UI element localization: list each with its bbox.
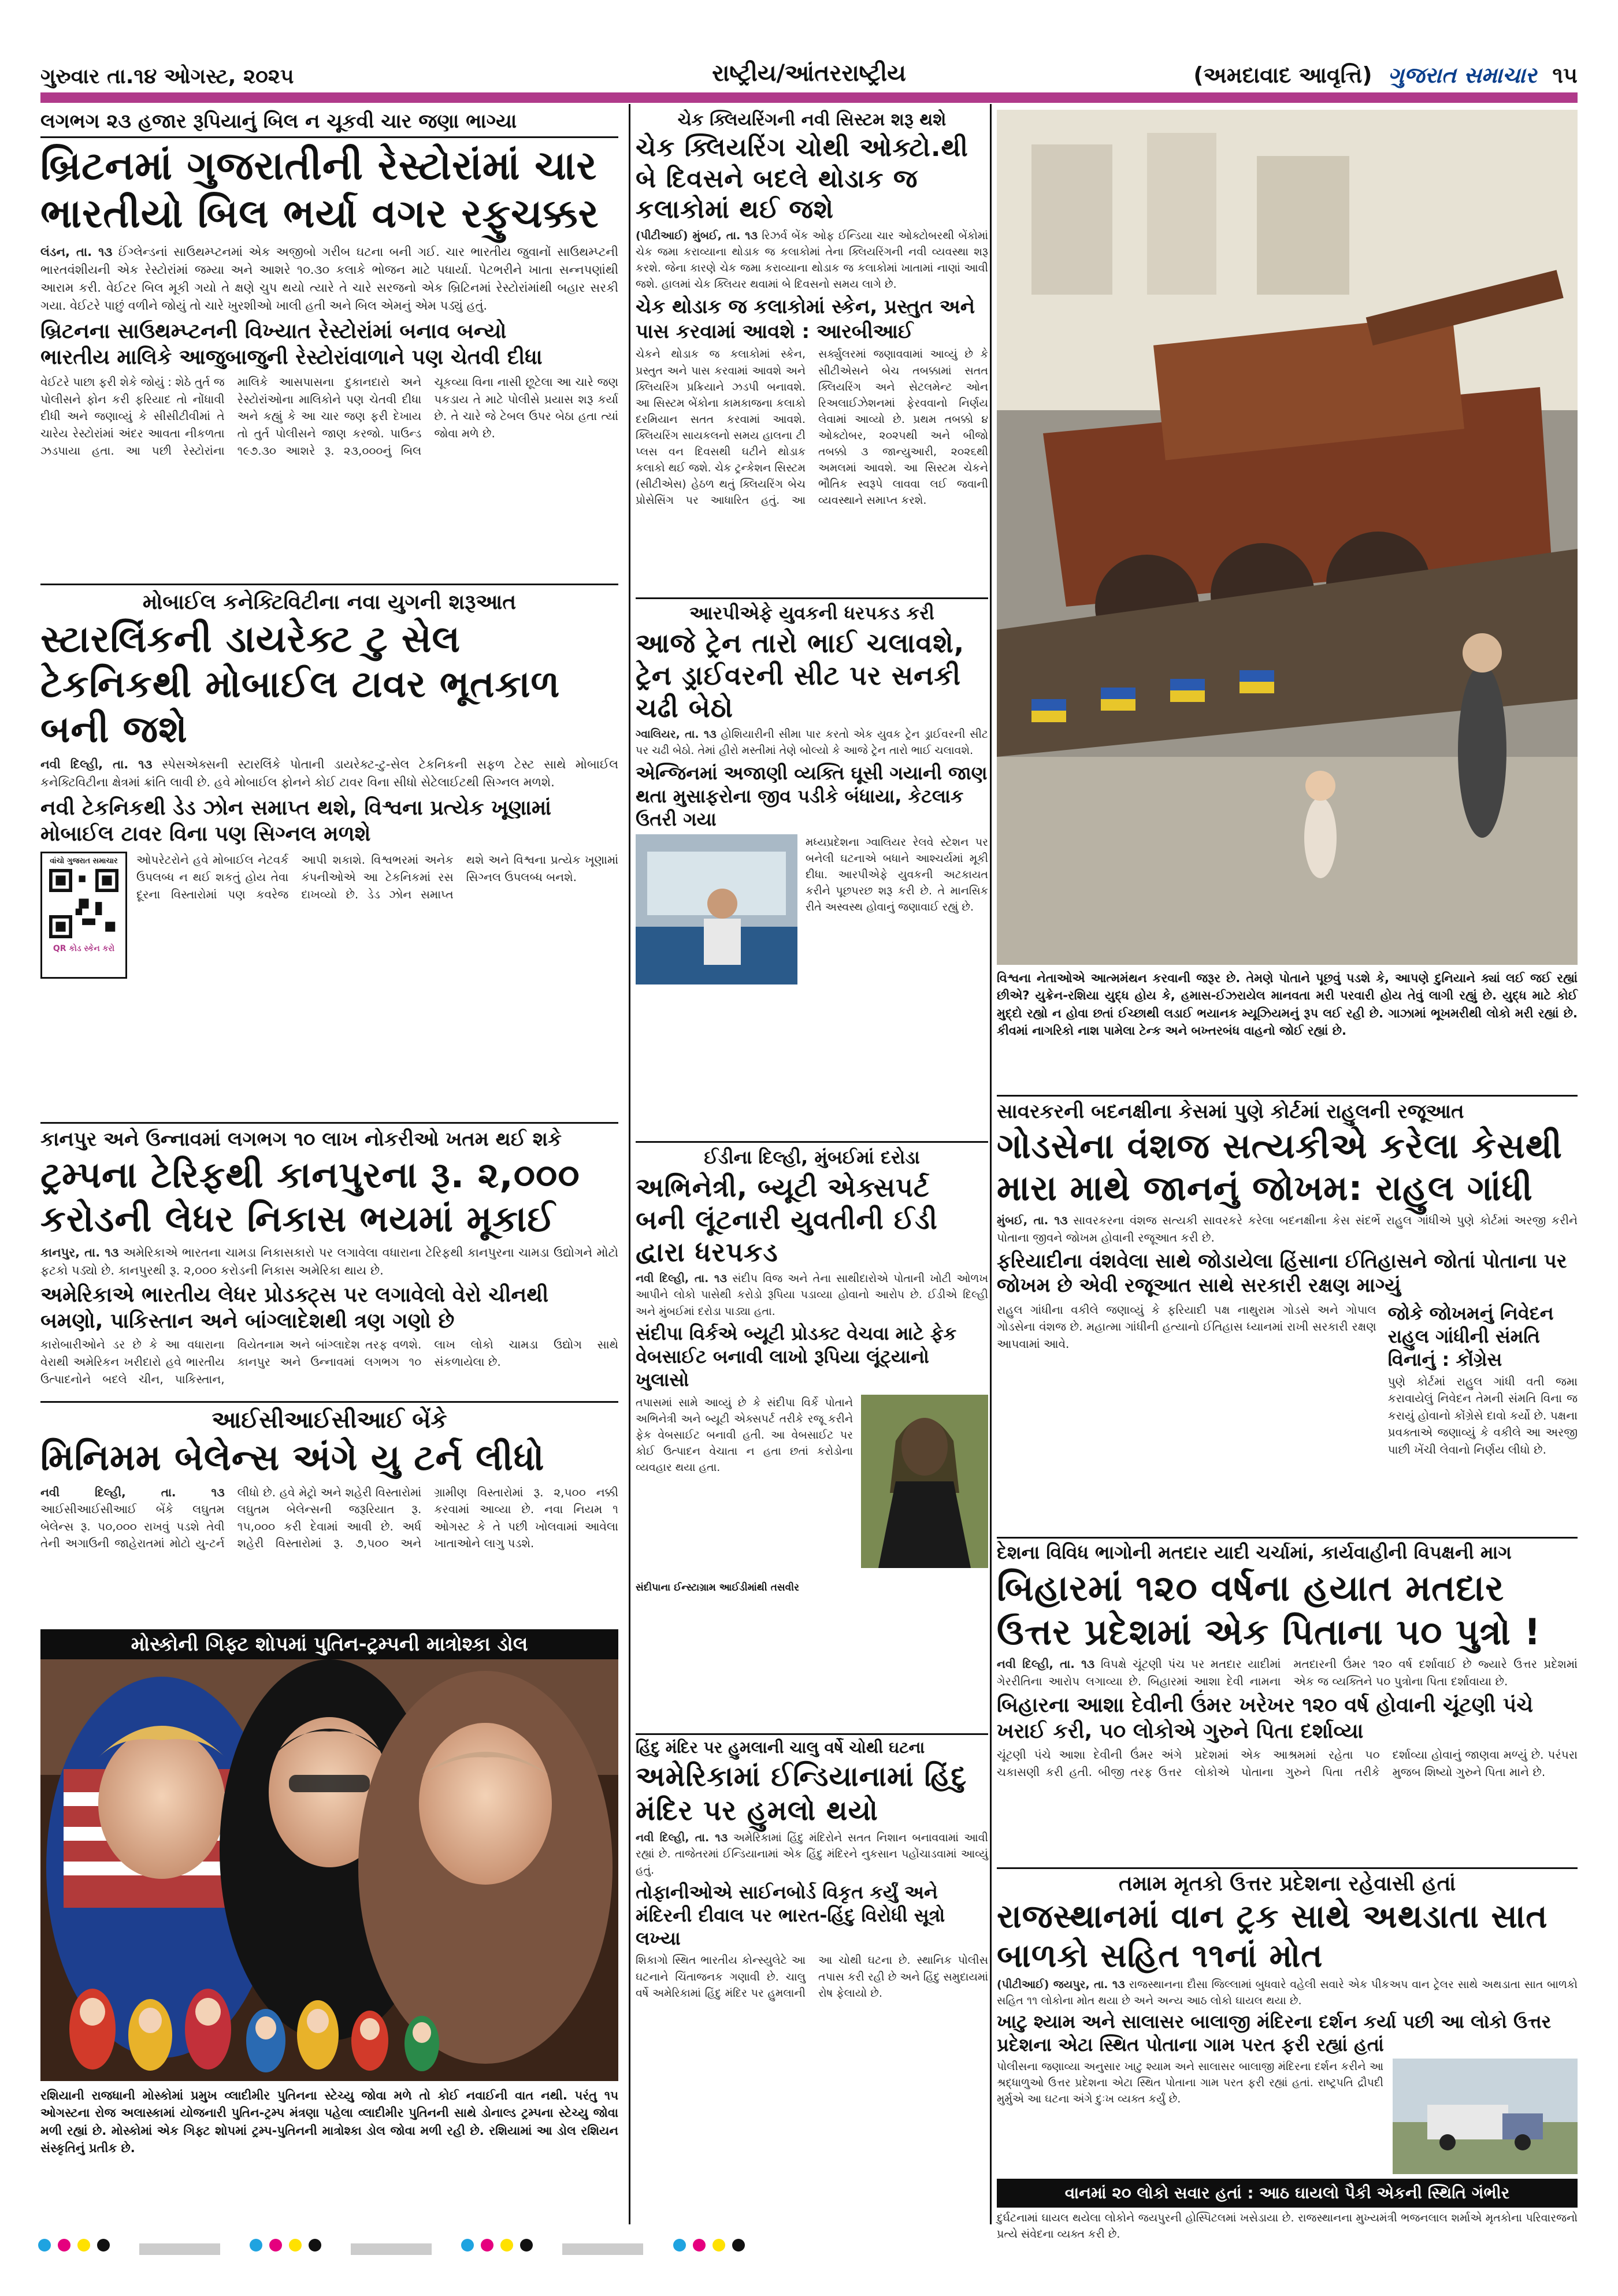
magenta-dot-icon <box>58 2239 70 2252</box>
clearing-dateline: (પીટીઆઈ) મુંબઈ, તા. ૧૩ <box>636 229 758 243</box>
cyan-dot-icon <box>461 2239 474 2252</box>
kanpur-dateline: કાનપુર, તા. ૧૩ <box>40 1246 119 1260</box>
article-icici <box>40 1407 618 1623</box>
article-starlink <box>40 590 618 1121</box>
matryoshka-title: મોસ્કોની ગિફ્ટ શોપમાં પુતિન-ટ્રમ્પની માત્રોશ્કા ડોલ <box>40 1629 618 1659</box>
clearing-sub: ચેક થોડાક જ કલાકોમાં સ્કેન, પ્રસ્તુત અને પાસ કરવામાં આવશે : આરબીઆઈ <box>636 295 975 343</box>
section-title: રાષ્ટ્રીય/આંતરરાષ્ટ્રીય <box>712 60 906 87</box>
article-temple <box>636 1738 988 2223</box>
rahul-body2: રાહુલ ગાંધીના વકીલે જણાવ્યું કે ફરિયાદી પક્ષ નાથુરામ ગોડસે અને ગોપાલ ગોડસેના વંશજ છે. મહાત્મા ગાંધીની હત્યાનો ઈતિહાસ ધ્યાનમાં રાખી સરકારી રક્ષણ આપવામાં આવે. <box>997 1302 1376 1351</box>
clearing-kicker: ચેક ક્લિયરિંગની નવી સિસ્ટમ શરૂ થશે <box>677 110 947 130</box>
yellow-dot-icon <box>77 2239 90 2252</box>
starlink-body2: ઓપરેટરોને હવે મોબાઈલ નેટવર્ક ઉપલબ્ધ ન થઈ શકતું હોય તેવા દૂરના વિસ્તારોમાં પણ કવરેજ આપી શકાશે. વિશ્વભરમાં અનેક કંપનીઓએ આ ટેકનિકમાં રસ દાખવ્યો છે. ડેડ ઝોન સમાપ્ત થશે અને વિશ્વના પ્રત્યેક ખૂણામાં સિગ્નલ ઉપલબ્ધ બનશે. <box>136 853 618 901</box>
matryoshka-caption: રશિયાની રાજધાની મોસ્કોમાં પ્રમુખ વ્લાદીમીર પુતિનના સ્ટેચ્યુ જોવા મળે તો કોઈ નવાઈની વાત નથી. પરંતુ ૧૫ ઓગસ્ટના રોજ અલાસ્કામાં યોજનારી પુતિન-ટ્રમ્પ મંત્રણા પહેલા વ્લાદીમીર પુતિનની સાથે ડોનાલ્ડ ટ્રમ્પના સ્ટેચ્યુ જોવા મળી રહ્યાં છે. મોસ્કોમાં એક ગિફ્ટ શોપમાં ટ્રમ્પ-પુતિનની માત્રોશ્કા ડોલ જોવા મળી રહી છે. રશિયામાં આ ડોલ રશિયન સંસ્કૃતિનું પ્રતીક છે. <box>40 2089 618 2156</box>
destroyed-tank-illustration <box>997 110 1578 965</box>
train-headline: આજે ટ્રેન તારો ભાઈ ચલાવશે, ટ્રેન ડ્રાઈવરની સીટ પર સનકી ચઢી બેઠો <box>636 627 965 724</box>
train-kicker: આરપીએફે યુવકની ધરપકડ કરી <box>689 602 934 624</box>
divider <box>636 1733 988 1735</box>
rahul-body3: પુણે કોર્ટમાં રાહુલ ગાંધી વતી જમા કરાવાયેલું નિવેદન તેમની સંમતિ વિના જ કરાયું હોવાનો કોંગ્રેસે દાવો કર્યો છે. પક્ષના પ્રવક્તાએ જણાવ્યું કે વકીલે આ અરજી પાછી ખેંચી લેવાનો નિર્ણય લીધો છે. <box>1387 1374 1578 1457</box>
kanpur-body: અમેરિકાએ ભારતના ચામડા નિકાસકારો પર લગાવેલા વધારાના ટેરિફથી કાનપુરના ચામડા ઉદ્યોગને મોટો ફટકો પડ્યો છે. કાનપુરથી રૂ. ૨,૦૦૦ કરોડની નિકાસ અમેરિકા થાય છે. <box>40 1246 618 1278</box>
column-rule <box>629 104 630 2224</box>
temple-dateline: નવી દિલ્હી, તા. ૧૩ <box>636 1831 728 1845</box>
black-dot-icon <box>520 2239 533 2252</box>
ed-body: સંદીપ વિજ અને તેના સાથીદારોએ પોતાની ખોટી ઓળખ આપીને લોકો પાસેથી કરોડો રૂપિયા પડાવ્યા હોવાનો આરોપ છે. ઈડીએ દિલ્હી અને મુંબઈમાં દરોડા પાડ્યા હતા. <box>636 1272 988 1318</box>
black-dot-icon <box>309 2239 321 2252</box>
rajasthan-kicker: તમામ મૃતકો ઉત્તર પ્રદેશના રહેવાસી હતાં <box>1118 1872 1456 1896</box>
divider <box>997 1095 1578 1097</box>
black-dot-icon <box>97 2239 110 2252</box>
ed-kicker: ઈડીના દિલ્હી, મુંબઈમાં દરોડા <box>704 1146 920 1168</box>
rajasthan-body3: દુર્ઘટનામાં ઘાયલ થયેલા લોકોને જયપુરની હોસ્પિટલમાં ખસેડાયા છે. રાજસ્થાનના મુખ્યમંત્રી ભજનલાલ શર્માએ મૃતકોના પરિવારજનો પ્રત્યે સંવેદના વ્યક્ત કરી છે. <box>997 2211 1578 2241</box>
masthead-right <box>1193 62 1578 88</box>
ukraine-photo <box>997 110 1578 965</box>
cyan-dot-icon <box>673 2239 686 2252</box>
column-rule <box>990 104 992 2224</box>
rahul-body: સાવરકરના વંશજ સત્યકી સાવરકરે કરેલા બદનક્ષીના કેસ સંદર્ભે રાહુલ ગાંધીએ પુણે કોર્ટમાં અરજી કરીને પોતાના જીવને જોખમ હોવાની રજૂઆત કરી છે. <box>997 1213 1578 1244</box>
matryoshka-photo <box>40 1659 618 2081</box>
black-dot-icon <box>732 2239 745 2252</box>
rajasthan-body: રાજસ્થાનના દૌસા જિલ્લામાં બુધવારે વહેલી સવારે એક પીકઅપ વાન ટ્રેલર સાથે અથડાતા સાત બાળકો સહિત ૧૧ લોકોના મોત થયા છે અને અન્ય આઠ લોકો ઘાયલ થયા છે. <box>997 1978 1578 2007</box>
cyan-dot-icon <box>250 2239 262 2252</box>
train-dateline: ગ્વાલિયર, તા. ૧૩ <box>636 728 717 741</box>
starlink-kicker: મોબાઈલ કનેક્ટિવિટીના નવા યુગની શરૂઆત <box>142 590 517 614</box>
article-ed <box>636 1146 988 1643</box>
ed-photo <box>861 1395 988 1568</box>
starlink-sub: નવી ટેકનિકથી ડેડ ઝોન સમાપ્ત થશે, વિશ્વના પ્રત્યેક ખૂણામાં મોબાઈલ ટાવર વિના પણ સિગ્નલ મળશે <box>40 796 552 846</box>
woman-portrait-illustration <box>861 1395 988 1568</box>
kanpur-kicker: કાનપુર અને ઉન્નાવમાં લગભગ ૧૦ લાખ નોકરીઓ ખતમ થઈ શકે <box>40 1128 562 1151</box>
temple-body2: શિકાગો સ્થિત ભારતીય કોન્સ્યુલેટે આ ઘટનાને ચિંતાજનક ગણાવી છે. ચાલુ વર્ષે અમેરિકામાં હિંદુ મંદિર પર હુમલાની આ ચોથી ઘટના છે. સ્થાનિક પોલીસ તપાસ કરી રહી છે અને હિંદુ સમુદાયમાં રોષ ફેલાયો છે. <box>636 1954 988 2000</box>
magenta-dot-icon <box>481 2239 493 2252</box>
grey-bar <box>562 2243 643 2255</box>
bihar-headline: બિહારમાં ૧૨૦ વર્ષના હયાત મતદાર ઉત્તર પ્રદેશમાં એક પિતાના ૫૦ પુત્રો ! <box>997 1567 1541 1653</box>
divider <box>997 1537 1578 1539</box>
divider <box>636 597 988 599</box>
temple-headline: અમેરિકામાં ઈન્ડિયાનામાં હિંદુ મંદિર પર હુમલો થયો <box>636 1760 967 1827</box>
article-rahul <box>997 1100 1578 1533</box>
bihar-body2: ચૂંટણી પંચે આશા દેવીની ઉંમર અંગે ચકાસણી કરી હતી. બીજી તરફ ઉત્તર પ્રદેશમાં એક આશ્રમમાં રહેતા ૫૦ લોકોએ પોતાના ગુરુને પિતા તરીકે દર્શાવ્યા હોવાનું જાણવા મળ્યું છે. પરંપરા મુજબ શિષ્યો ગુરુને પિતા માને છે. <box>997 1748 1578 1779</box>
rajasthan-body2: પોલીસના જણાવ્યા અનુસાર ખાટુ શ્યામ અને સાલાસર બાલાજી મંદિરના દર્શન કરીને આ શ્રદ્ધાળુઓ ઉત્તર પ્રદેશના એટા સ્થિત પોતાના ગામ પરત ફરી રહ્યાં હતાં. રાષ્ટ્રપતિ દ્રૌપદી મુર્મુએ આ ઘટના અંગે દુઃખ વ્યક્ત કર્યું છે. <box>997 2060 1383 2106</box>
britain-headline: બ્રિટનમાં ગુજરાતીની રેસ્ટોરાંમાં ચાર ભારતીયો બિલ ભર્યા વગર રફુચક્કર <box>40 143 599 237</box>
bihar-kicker: દેશના વિવિધ ભાગોની મતદાર યાદી ચર્ચામાં, કાર્યવાહીની વિપક્ષની માગ <box>997 1541 1512 1563</box>
rajasthan-photo <box>1393 2059 1578 2174</box>
icici-kicker: આઈસીઆઈસીઆઈ બેંકે <box>211 1407 447 1433</box>
article-britain <box>40 110 618 584</box>
rajasthan-sub: ખાટુ શ્યામ અને સાલાસર બાલાજી મંદિરના દર્શન કર્યા પછી આ લોકો ઉત્તર પ્રદેશના એટા સ્થિત પોતાના ગામ પરત ફરી રહ્યાં હતાં <box>997 2010 1552 2056</box>
yellow-dot-icon <box>712 2239 725 2252</box>
rajasthan-headline: રાજસ્થાનમાં વાન ટ્રક સાથે અથડાતા સાત બાળકો સહિત ૧૧નાં મોત <box>997 1898 1548 1975</box>
temple-sub: તોફાનીઓએ સાઈનબોર્ડ વિકૃત કર્યું અને મંદિરની દીવાલ પર ભારત-હિંદુ વિરોધી સૂત્રો લખ્યા <box>636 1881 945 1950</box>
bihar-dateline: નવી દિલ્હી, તા. ૧૩ <box>997 1657 1095 1671</box>
magenta-dot-icon <box>693 2239 706 2252</box>
clearing-body: રિઝર્વ બેંક ઓફ ઈન્ડિયા ચાર ઓક્ટોબરથી બેંકોમાં ચેક જમા કરાવ્યાના થોડાક જ કલાકોમાં તેના ક્લિયરિંગની નવી વ્યવસ્થા શરૂ કરશે. જેના કારણે ચેક જમા કરાવ્યાના થોડાક જ કલાકોમાં ખાતામાં નાણાં આવી જશે. હાલમાં ચેક ક્લિયર થવામાં બે દિવસનો સમય લાગે છે. <box>636 229 988 291</box>
brand-name: ગુજરાત સમાચાર <box>1387 62 1537 88</box>
divider <box>40 584 618 585</box>
page-number: ૧૫ <box>1552 62 1578 88</box>
rahul-kicker: સાવરકરની બદનક્ષીના કેસમાં પુણે કોર્ટમાં રાહુલની રજૂઆત <box>997 1100 1464 1123</box>
qr-code-icon <box>49 869 118 938</box>
britain-sub: બ્રિટનના સાઉથમ્પ્ટનની વિખ્યાત રેસ્ટોરાંમાં બનાવ બન્યો <box>40 319 507 344</box>
rahul-headline: ગોડસેના વંશજ સત્યકીએ કરેલા કેસથી મારા માથે જાનનું જોખમ: રાહુલ ગાંધી <box>997 1126 1563 1209</box>
qr-text: QR કોડ સ્કેન કરો <box>53 944 115 954</box>
kanpur-sub: અમેરિકાએ ભારતીય લેધર પ્રોડક્ટ્સ પર લગાવેલો વેરો ચીનથી બમણો, પાકિસ્તાન અને બાંગ્લાદેશથી ત્રણ ગણો છે <box>40 1283 549 1333</box>
yellow-dot-icon <box>500 2239 513 2252</box>
icici-dateline: નવી દિલ્હી, તા. ૧૩ <box>40 1485 225 1499</box>
starlink-body: સ્પેસએક્સની સ્ટારલિંકે પોતાની ડાયરેક્ટ-ટુ-સેલ ટેકનિકની સફળ ટેસ્ટ સાથે મોબાઈલ કનેક્ટિવિટીના ક્ષેત્રમાં ક્રાંતિ લાવી છે. હવે મોબાઈલ ફોનને કોઈ ટાવર વિના સીધો સેટેલાઈટથી સિગ્નલ મળશે. <box>40 757 618 790</box>
yellow-dot-icon <box>289 2239 302 2252</box>
divider <box>636 1141 988 1143</box>
train-cabin-illustration <box>636 834 797 984</box>
clearing-body2: ચેકને થોડાક જ કલાકોમાં સ્કેન, પ્રસ્તુત અને પાસ કરવામાં આવશે અને ક્લિયરિંગ પ્રક્રિયાને ઝડપી બનાવશે. આ સિસ્ટમ બેંકોના કામકાજના કલાકો દરમિયાન સતત કરવામાં આવશે. ક્લિયરિંગ સાયકલનો સમય હાલના ટી પ્લસ વન દિવસથી ઘટીને થોડાક કલાકો થઈ જશે. ચેક ટ્રન્કેશન સિસ્ટમ (સીટીએસ) હેઠળ થતું ક્લિયરિંગ બેચ પ્રોસેસિંગ પર આધારિત હતું. આ સર્ક્યુલરમાં જણાવવામાં આવ્યું છે કે સીટીએસને બેચ તબક્કામાં સતત ક્લિયરિંગ અને સેટલમેન્ટ ઓન રિઅલાઈઝેશનમાં ફેરવવાનો નિર્ણય લેવામાં આવ્યો છે. પ્રથમ તબક્કો ૪ ઓક્ટોબર, ૨૦૨૫થી અને બીજો તબક્કો ૩ જાન્યુઆરી, ૨૦૨૬થી અમલમાં આવશે. આ સિસ્ટમ ચેકને ભૌતિક સ્વરૂપે લાવવા લઈ જવાની વ્યવસ્થાને સમાપ્ત કરશે. <box>636 348 988 507</box>
temple-body: અમેરિકામાં હિંદુ મંદિરોને સતત નિશાન બનાવવામાં આવી રહ્યાં છે. તાજેતરમાં ઈન્ડિયાનામાં એક હિંદુ મંદિરને નુકસાન પહોંચાડવામાં આવ્યું હતું. <box>636 1831 988 1877</box>
ed-headline: અભિનેત્રી, બ્યૂટી એક્સપર્ટ બની લૂંટનારી યુવતીની ઈડી દ્વારા ધરપકડ <box>636 1172 938 1268</box>
train-photo <box>636 834 797 984</box>
magenta-dot-icon <box>269 2239 282 2252</box>
ukraine-caption: વિશ્વના નેતાઓએ આત્મમંથન કરવાની જરૂર છે. તેમણે પોતાને પૂછવું પડશે કે, આપણે દુનિયાને ક્યાં લઈ જઈ રહ્યાં છીએ? યુક્રેન-રશિયા યુદ્ધ હોય કે, હમાસ-ઈઝરાયેલ માનવતા મરી પરવારી હોય તેવું લાગી રહ્યું છે. યુદ્ધ માટે કોઈ મુદ્દો રહ્યો ન હોવા છતાં ઈચ્છાથી લડાઈ ભયાનક મ્યૂઝિયમનું રૂપ લઈ રહી છે. ગાઝામાં ભૂખમરીથી લોકો મરી રહ્યાં છે. કીવમાં નાગરિકો નાશ પામેલા ટેન્ક અને બખ્તરબંધ વાહનો જોઈ રહ્યાં છે. <box>997 971 1578 1038</box>
temple-kicker: હિંદુ મંદિર પર હુમલાની ચાલુ વર્ષે ચોથી ઘટના <box>636 1738 925 1757</box>
rahul-sub1: ફરિયાદીના વંશવેલા સાથે જોડાયેલા હિંસાના ઈતિહાસને જોતાં પોતાના પર જોખમ છે એવી રજૂઆત સાથે સરકારી રક્ષણ માગ્યું <box>997 1249 1567 1298</box>
kanpur-headline: ટ્રમ્પના ટેરિફથી કાનપુરના રૂ. ૨,૦૦૦ કરોડની લેધર નિકાસ ભયમાં મૂકાઈ <box>40 1154 580 1240</box>
matryoshka-illustration <box>40 1659 618 2081</box>
britain-kicker: લગભગ ૨૩ હજાર રૂપિયાનું બિલ ન ચૂકવી ચાર જણા ભાગ્યા <box>40 110 517 133</box>
article-bihar <box>997 1541 1578 1865</box>
rajasthan-dateline: (પીટીઆઈ) જયપુર, તા. ૧૩ <box>997 1978 1125 1991</box>
starlink-dateline: નવી દિલ્હી, તા. ૧૩ <box>40 757 153 772</box>
grey-bar <box>351 2243 432 2255</box>
kanpur-body2: કારોબારીઓને ડર છે કે આ વધારાના વેરાથી અમેરિકન ખરીદારો હવે ભારતીય ઉત્પાદનોને બદલે ચીન, પાકિસ્તાન, વિયેતનામ અને બાંગ્લાદેશ તરફ વળશે. કાનપુર અને ઉન્નાવમાં લગભગ ૧૦ લાખ લોકો ચામડા ઉદ્યોગ સાથે સંકળાયેલા છે. <box>40 1338 618 1386</box>
ed-sub: સંદીપા વિર્કએ બ્યૂટી પ્રોડક્ટ વેચવા માટે ફેક વેબસાઈટ બનાવી લાખો રૂપિયા લૂંટ્યાનો ખુલાસો <box>636 1322 957 1391</box>
divider <box>997 1867 1578 1869</box>
article-rajasthan <box>997 1872 1578 2241</box>
bihar-sub: બિહારના આશા દેવીની ઉંમર ખરેખર ૧૨૦ વર્ષ હોવાની ચૂંટણી પંચે ખરાઈ કરી, ૫૦ લોકોએ ગુરુને પિતા દર્શાવ્યા <box>997 1693 1534 1744</box>
ed-photo-caption: સંદીપાના ઈન્સ્ટાગ્રામ આઈડીમાંથી તસવીર <box>636 1581 799 1593</box>
rajasthan-box-title: વાનમાં ૨૦ લોકો સવાર હતાં : આઠ ઘાયલો પૈકી એકની સ્થિતિ ગંભીર <box>997 2179 1578 2208</box>
train-body: હોશિયારીની સીમા પાર કરતો એક યુવક ટ્રેન ડ્રાઈવરની સીટ પર ચઢી બેઠો. તેમાં હીરો મસ્તીમાં તેણે બોલ્યો કે આજે ટ્રેન તારો ભાઈ ચલાવશે. <box>636 728 988 757</box>
ed-dateline: નવી દિલ્હી, તા. ૧૩ <box>636 1272 727 1286</box>
clearing-headline: ચેક ક્લિયરિંગ ચોથી ઓક્ટો.થી બે દિવસને બદલે થોડાક જ કલાકોમાં થઈ જશે <box>636 133 968 225</box>
starlink-headline: સ્ટારલિંકની ડાયરેક્ટ ટુ સેલ ટેકનિકથી મોબાઈલ ટાવર ભૂતકાળ બની જશે <box>40 618 561 752</box>
ed-body2: તપાસમાં સામે આવ્યું છે કે સંદીપા વિર્કે પોતાને અભિનેત્રી અને બ્યૂટી એક્સપર્ટ તરીકે રજૂ કરીને ફેક વેબસાઈટ બનાવી હતી. આ વેબસાઈટ પર કોઈ ઉત્પાદન વેચાતા ન હતા છતાં કરોડોના વ્યવહાર થયા હતા. <box>636 1396 853 1474</box>
icici-body: આઈસીઆઈસીઆઈ બેંકે લઘુતમ બેલેન્સ રૂ. ૫૦,૦૦૦ રાખવું પડશે તેવી તેની અગાઉની જાહેરાતમાં મોટો યુ-ટર્ન લીધો છે. હવે મેટ્રો અને શહેરી વિસ્તારોમાં લઘુતમ બેલેન્સની જરૂરિયાત રૂ. ૧૫,૦૦૦ કરી દેવામાં આવી છે. અર્ધ શહેરી વિસ્તારોમાં રૂ. ૭,૫૦૦ અને ગ્રામીણ વિસ્તારોમાં રૂ. ૨,૫૦૦ નક્કી કરવામાં આવ્યા છે. નવા નિયમ ૧ ઓગસ્ટ કે તે પછી ખોલવામાં આવેલા ખાતાઓને લાગુ પડશે. <box>40 1485 618 1551</box>
accident-scene-illustration <box>1393 2059 1578 2174</box>
rahul-sub2: જોકે જોખમનું નિવેદન રાહુલ ગાંધીની સંમતિ વિનાનું : કોંગ્રેસ <box>1387 1302 1554 1370</box>
icici-headline: મિનિમમ બેલેન્સ અંગે યુ ટર્ન લીધો <box>40 1436 545 1478</box>
article-kanpur <box>40 1128 618 1399</box>
print-registration-marks <box>35 2239 1583 2262</box>
article-clearing <box>636 110 988 507</box>
britain-sub2: ભારતીય માલિકે આજુબાજુની રેસ્ટોરાંવાળાને પણ ચેતવી દીધા <box>40 345 543 370</box>
header-rule <box>40 92 1578 103</box>
britain-body2: વેઈટરે પાછા ફરી શેકે જોયું : શેઠે તુર્ત જ પોલીસને ફોન કરી ફરિયાદ તો નોંધાવી દીધી અને જણાવ્યું કે સીસીટીવીમાં તે ચારેય રેસ્ટોરાંમાં અંદર આવતા નીકળતા ઝડપાયા હતા. આ પછી રેસ્ટોરાંના માલિકે આસપાસના દુકાનદારો અને રેસ્ટોરાંઓના માલિકોને પણ ચેતવી દીધા અને કહ્યું કે આ ચાર જણ ફરી દેખાય તો તુર્ત પોલીસને જાણ કરજો. પાઉન્ડ ૧૯૭.૩૦ આશરે રૂ. ૨૩,૦૦૦નું બિલ ચૂકવ્યા વિના નાસી છૂટેલા આ ચારે જણ પકડાય તે માટે પોલીસે પ્રયાસ શરૂ કર્યા છે. તે ચારે જે ટેબલ ઉપર બેઠા હતા ત્યાં જોવા મળે છે. <box>40 375 618 458</box>
train-body2: મધ્યપ્રદેશના ગ્વાલિયર રેલવે સ્ટેશન પર બનેલી ઘટનાએ બધાને આશ્ચર્યમાં મૂકી દીધા. આરપીએફે યુવકની અટકાયત કરીને પૂછપરછ શરૂ કરી છે. તે માનસિક રીતે અસ્વસ્થ હોવાનું જણાવાઈ રહ્યું છે. <box>806 835 988 913</box>
cyan-dot-icon <box>38 2239 51 2252</box>
divider <box>40 136 618 138</box>
train-sub: એન્જિનમાં અજાણી વ્યક્તિ ઘૂસી ગયાની જાણ થતા મુસાફરોના જીવ પડીકે બંધાયા, કેટલાક ઉતરી ગયા <box>636 761 988 830</box>
rahul-dateline: મુંબઈ, તા. ૧૩ <box>997 1213 1068 1228</box>
divider <box>40 1122 618 1124</box>
article-train <box>636 602 988 1139</box>
issue-date: ગુરુવાર તા.૧૪ ઓગસ્ટ, ૨૦૨૫ <box>40 65 294 88</box>
divider <box>40 1401 618 1403</box>
britain-body: ઈંગ્લેન્ડનાં સાઉથમ્પ્ટનમાં એક અજીબો ગરીબ ઘટના બની ગઈ. ચાર ભારતીય જુવાનોં સાઉથમ્પ્ટની ભારતવંશીયની એક રેસ્ટોરાંમાં જમ્યા અને આશરે ૧૦.૩૦ કલાકે ભોજન માટે પધાર્યા. પેટભરીને ખાતા સન્નપણાંથી આરામ કરી. વેઈટર બિલ મૂકી ગયો તે ક્ષણે ચુપ થયો ત્યારે તે ચારે સરજનો એક બ્રિટિનમાં રેસ્ટોરાંમાંથી બહાર સરકી ગયા. વેઈટરે પાછું વળીને જોયું તો ચારે ખુરશીઓ ખાલી હતી અને બિલ એમનું એમ પડ્યું હતું. <box>40 244 618 313</box>
qr-label: વાંચો ગુજરાત સમાચાર <box>50 857 118 866</box>
grey-bar <box>139 2243 220 2255</box>
qr-code-box[interactable] <box>40 852 127 979</box>
bihar-body: વિપક્ષે ચૂંટણી પંચ પર મતદાર યાદીમાં ગેરરીતિના આરોપ લગાવ્યા છે. બિહારમાં આશા દેવી નામના મતદારની ઉંમર ૧૨૦ વર્ષ દર્શાવાઈ છે જ્યારે ઉત્તર પ્રદેશમાં એક જ વ્યક્તિને ૫૦ પુત્રોના પિતા દર્શાવાયા છે. <box>997 1657 1578 1688</box>
britain-dateline: લંડન, તા. ૧૩ <box>40 244 113 259</box>
edition-label: (અમદાવાદ આવૃત્તિ) <box>1193 62 1372 88</box>
